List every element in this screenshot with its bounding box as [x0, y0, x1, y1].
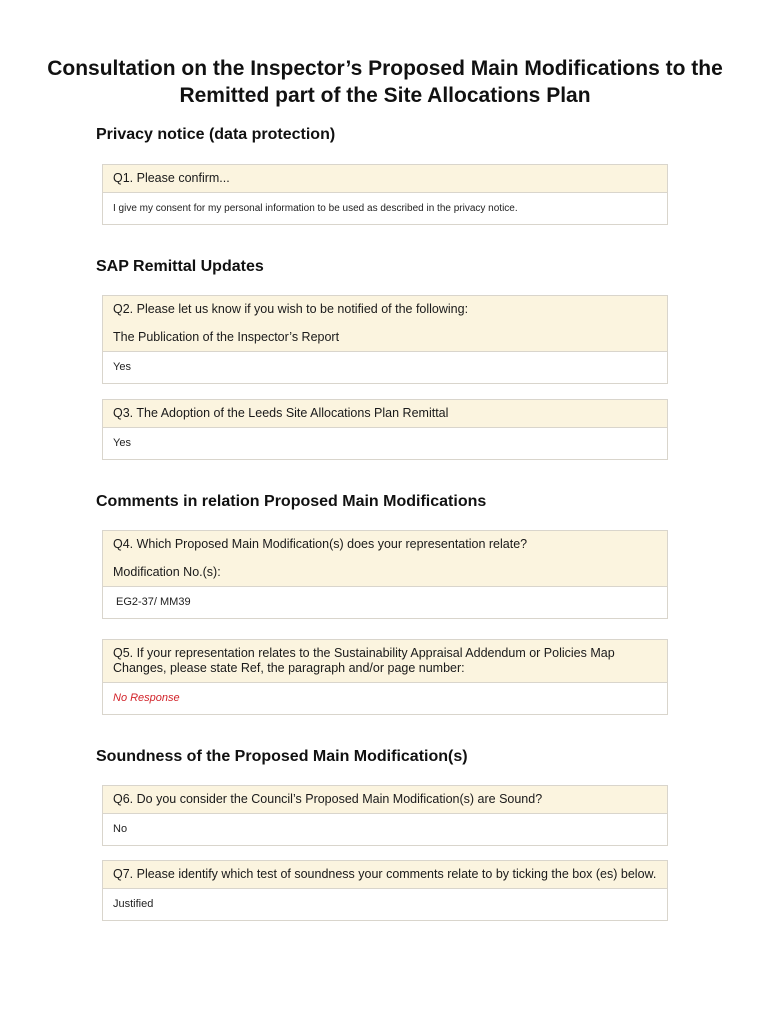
answer-q5-no-response: No Response — [113, 692, 180, 704]
question-q6-text: Q6. Do you consider the Council’s Proposed Main Modification(s) are Sound? — [113, 792, 543, 806]
question-q2 — [103, 296, 667, 352]
question-box-q5 — [102, 639, 668, 715]
question-box-q1 — [102, 164, 668, 225]
question-q4-text: Q4. Which Proposed Main Modification(s) does your representation relate? — [113, 537, 528, 551]
page-title-line-1: Consultation on the Inspector’s Proposed Main Modifications to the — [47, 57, 723, 80]
section-heading-soundness: Soundness of the Proposed Main Modification(s) — [96, 748, 468, 765]
question-q5-text: Q5. If your representation relates to the Sustainability Appraisal Addendum or Policies Map Changes, please state Ref, the paragraph and/or page number: — [113, 646, 615, 675]
question-q3 — [103, 400, 667, 428]
question-q5 — [103, 640, 667, 683]
answer-q1: I give my consent for my personal information to be used as described in the privacy notice. — [113, 203, 518, 214]
question-box-q4 — [102, 530, 668, 619]
question-q1-text: Q1. Please confirm... — [113, 171, 230, 185]
question-q6 — [103, 786, 667, 814]
question-box-q2 — [102, 295, 668, 384]
question-q7-text: Q7. Please identify which test of soundness your comments relate to by ticking the box (es) below. — [113, 867, 657, 881]
question-box-q7 — [102, 860, 668, 921]
question-q3-text: Q3. The Adoption of the Leeds Site Allocations Plan Remittal — [113, 406, 449, 420]
question-q2-subtext: The Publication of the Inspector’s Report — [113, 330, 340, 344]
section-heading-sap: SAP Remittal Updates — [96, 258, 264, 275]
answer-q4: EG2-37/ MM39 — [116, 596, 191, 608]
section-heading-comments: Comments in relation Proposed Main Modifications — [96, 493, 487, 510]
page-title-line-2: Remitted part of the Site Allocations Plan — [179, 84, 591, 107]
answer-q3: Yes — [113, 437, 131, 449]
question-q1 — [103, 165, 667, 193]
question-box-q3 — [102, 399, 668, 460]
answer-q6: No — [113, 823, 128, 835]
question-q2-text: Q2. Please let us know if you wish to be notified of the following: — [113, 302, 469, 316]
question-q7 — [103, 861, 667, 889]
section-heading-privacy: Privacy notice (data protection) — [96, 126, 336, 143]
question-q4-subtext: Modification No.(s): — [113, 565, 221, 579]
question-box-q6 — [102, 785, 668, 846]
question-q4 — [103, 531, 667, 587]
answer-q7: Justified — [113, 898, 154, 910]
page-title — [0, 55, 770, 109]
answer-q2: Yes — [113, 361, 131, 373]
